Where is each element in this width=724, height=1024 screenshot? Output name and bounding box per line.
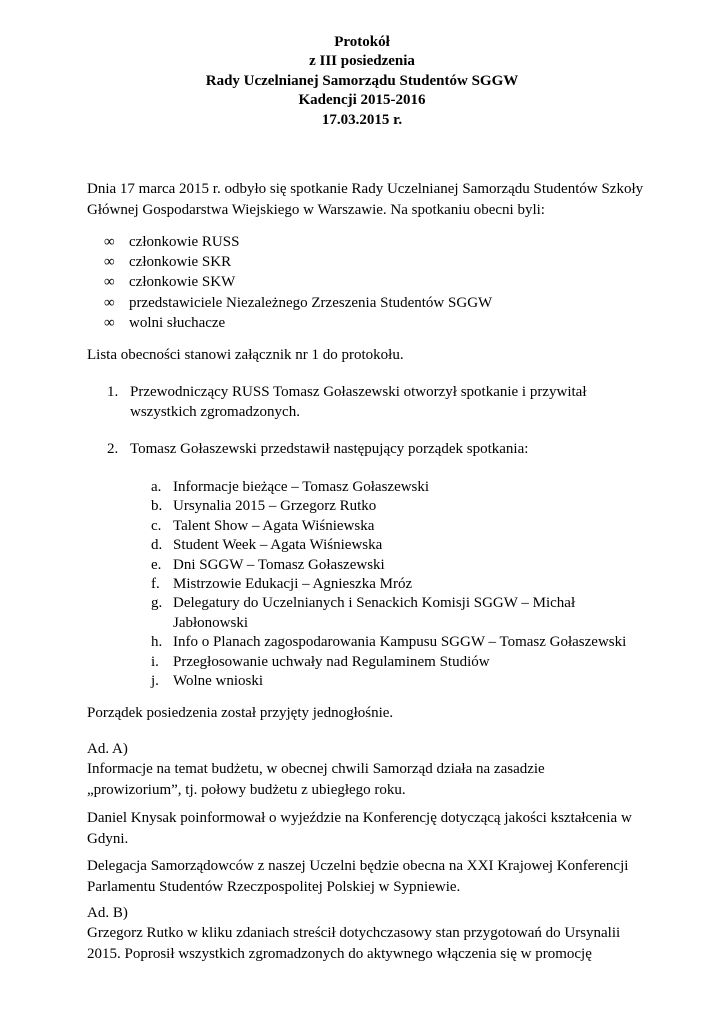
document-header bbox=[0, 33, 724, 130]
section-a-conference-paragraph: Daniel Knysak poinformował o wyjeździe na Konferencję dotyczącą jakości kształcenia w Gdyni. bbox=[87, 810, 632, 847]
point-number: 2. bbox=[107, 441, 119, 457]
agenda-accepted-note: Porządek posiedzenia został przyjęty jednogłośnie. bbox=[87, 705, 394, 721]
attendance-note: Lista obecności stanowi załącznik nr 1 do protokołu. bbox=[87, 347, 404, 363]
list-item: ∞ członkowie SKR bbox=[104, 252, 492, 272]
list-item: f. Mistrzowie Edukacji – Agnieszka Mróz bbox=[151, 576, 413, 593]
header-title: Protokół bbox=[334, 34, 390, 50]
list-item: g. Delegatury do Uczelnianych i Senackich Komisji SGGW – Michał Jabłonowski bbox=[151, 595, 576, 631]
list-item: a. Informacje bieżące – Tomasz Gołaszewski bbox=[151, 479, 430, 495]
section-a-label: Ad. A) bbox=[87, 741, 128, 757]
list-item: b. Ursynalia 2015 – Grzegorz Rutko bbox=[151, 498, 377, 515]
infinity-bullet-icon: ∞ bbox=[104, 314, 115, 331]
section-b-ursynalia-paragraph: Grzegorz Rutko w kliku zdaniach streścił dotychczasowy stan przygotowań do Ursynalii 2015. Poprosił wszystkich zgromadzonych do aktywnego włączenia się w promocję bbox=[87, 925, 621, 962]
header-council: Rady Uczelnianej Samorządu Studentów SGGW bbox=[205, 72, 519, 89]
attendee-list bbox=[104, 232, 492, 333]
infinity-bullet-icon: ∞ bbox=[104, 274, 115, 291]
infinity-bullet-icon: ∞ bbox=[104, 254, 115, 271]
agenda-list bbox=[151, 478, 651, 691]
section-b-label: Ad. B) bbox=[87, 905, 128, 921]
list-item: j. Wolne wnioski bbox=[151, 673, 264, 690]
header-date: 17.03.2015 r. bbox=[321, 111, 403, 128]
intro-paragraph: Dnia 17 marca 2015 r. odbyło się spotkanie Rady Uczelnianej Samorządu Studentów Szkoły Głównej Gospodarstwa Wiejskiego w Warszawie. Na spotkaniu obecni byli: bbox=[87, 181, 644, 218]
point-text: Tomasz Gołaszewski przedstawił następujący porządek spotkania: bbox=[130, 441, 529, 457]
point-number: 1. bbox=[107, 384, 119, 400]
list-item: i. Przegłosowanie uchwały nad Regulaminem Studiów bbox=[151, 653, 490, 670]
list-item: ∞ wolni słuchacze bbox=[104, 313, 492, 333]
list-item: d. Student Week – Agata Wiśniewska bbox=[151, 537, 383, 554]
infinity-bullet-icon: ∞ bbox=[104, 294, 115, 311]
list-item: e. Dni SGGW – Tomasz Gołaszewski bbox=[151, 556, 385, 573]
section-a-delegation-paragraph: Delegacja Samorządowców z naszej Uczelni będzie obecna na XXI Krajowej Konferencji Parlamentu Studentów Rzeczpospolitej Polskiej w Sypniewie. bbox=[87, 858, 629, 895]
list-item: ∞ członkowie SKW bbox=[104, 272, 492, 292]
list-item: c. Talent Show – Agata Wiśniewska bbox=[151, 517, 375, 534]
list-item: ∞ przedstawiciele Niezależnego Zrzeszenia Studentów SGGW bbox=[104, 293, 492, 313]
agenda-point-2 bbox=[107, 439, 652, 459]
header-term: Kadencji 2015-2016 bbox=[298, 92, 426, 109]
point-text: Przewodniczący RUSS Tomasz Gołaszewski otworzył spotkanie i przywitał wszystkich zgromadzonych. bbox=[130, 384, 587, 421]
list-item: ∞ członkowie RUSS bbox=[104, 232, 492, 252]
agenda-point-1 bbox=[107, 382, 652, 422]
list-item: h. Info o Planach zagospodarowania Kampusu SGGW – Tomasz Gołaszewski bbox=[151, 634, 627, 651]
header-meeting: z III posiedzenia bbox=[309, 53, 415, 70]
section-a-budget-paragraph: Informacje na temat budżetu, w obecnej chwili Samorząd działa na zasadzie „prowizorium”, tj. połowy budżetu z ubiegłego roku. bbox=[87, 761, 545, 798]
infinity-bullet-icon: ∞ bbox=[104, 234, 115, 250]
